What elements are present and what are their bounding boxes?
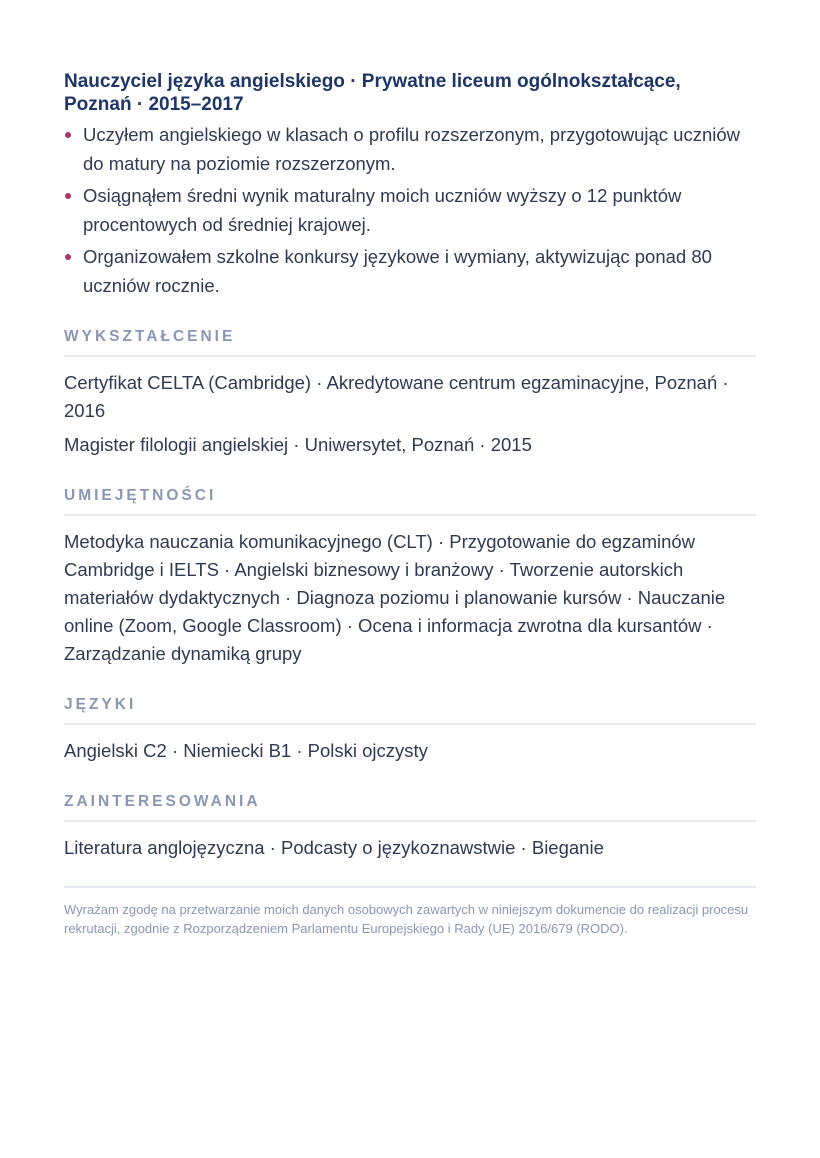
skills-text: Metodyka nauczania komunikacyjnego (CLT) · Przygotowanie do egzaminów Cambridge i IELTS · Angielski biznesowy i branżowy · Tworzenie autorskich materiałów dydaktycznych · Diagnoza poziomu i planowanie kursów · Nauczanie online (Zoom, Google Classroom) · Ocena i informacja zwrotna dla kursantów · Zarządzanie dynamiką grupy [64, 531, 726, 664]
education-section [64, 328, 756, 459]
bullet-text: Uczyłem angielskiego w klasach o profilu rozszerzonym, przygotowując uczniów do matury na poziomie rozszerzonym. [83, 124, 741, 174]
list-item [64, 242, 756, 300]
languages-section [64, 696, 756, 765]
list-item [64, 181, 756, 239]
list-item [64, 120, 756, 178]
gdpr-consent-clause: Wyrażam zgodę na przetwarzanie moich danych osobowych zawartych w niniejszym dokumencie do realizacji procesu rekrutacji, zgodnie z Rozporządzeniem Parlamentu Europejskiego i Rady (UE) 2016/679 (RODO). [64, 902, 749, 936]
education-item: Magister filologii angielskiej · Uniwersytet, Poznań · 2015 [64, 434, 532, 455]
experience-entry [64, 70, 756, 300]
bullet-text: Organizowałem szkolne konkursy językowe i wymiany, aktywizując ponad 80 uczniów rocznie. [83, 246, 712, 296]
footer-divider [64, 886, 756, 888]
interests-section [64, 793, 756, 862]
bullet-dot-icon [65, 254, 71, 260]
section-heading: ZAINTERESOWANIA [64, 793, 756, 822]
experience-bullets [64, 120, 756, 300]
section-heading: WYKSZTAŁCENIE [64, 328, 756, 357]
languages-text: Angielski C2 · Niemiecki B1 · Polski ojczysty [64, 740, 428, 761]
section-heading: JĘZYKI [64, 696, 756, 725]
bullet-dot-icon [65, 193, 71, 199]
interests-text: Literatura anglojęzyczna · Podcasty o językoznawstwie · Bieganie [64, 837, 604, 858]
skills-section [64, 487, 756, 668]
bullet-dot-icon [65, 132, 71, 138]
section-heading: UMIEJĘTNOŚCI [64, 487, 756, 516]
job-title: Nauczyciel języka angielskiego · Prywatne liceum ogólnokształcące, Poznań · 2015–2017 [64, 71, 681, 115]
education-item: Certyfikat CELTA (Cambridge) · Akredytowane centrum egzaminacyjne, Poznań · 2016 [64, 372, 729, 421]
bullet-text: Osiągnąłem średni wynik maturalny moich uczniów wyższy o 12 punktów procentowych od średniej krajowej. [83, 185, 682, 235]
